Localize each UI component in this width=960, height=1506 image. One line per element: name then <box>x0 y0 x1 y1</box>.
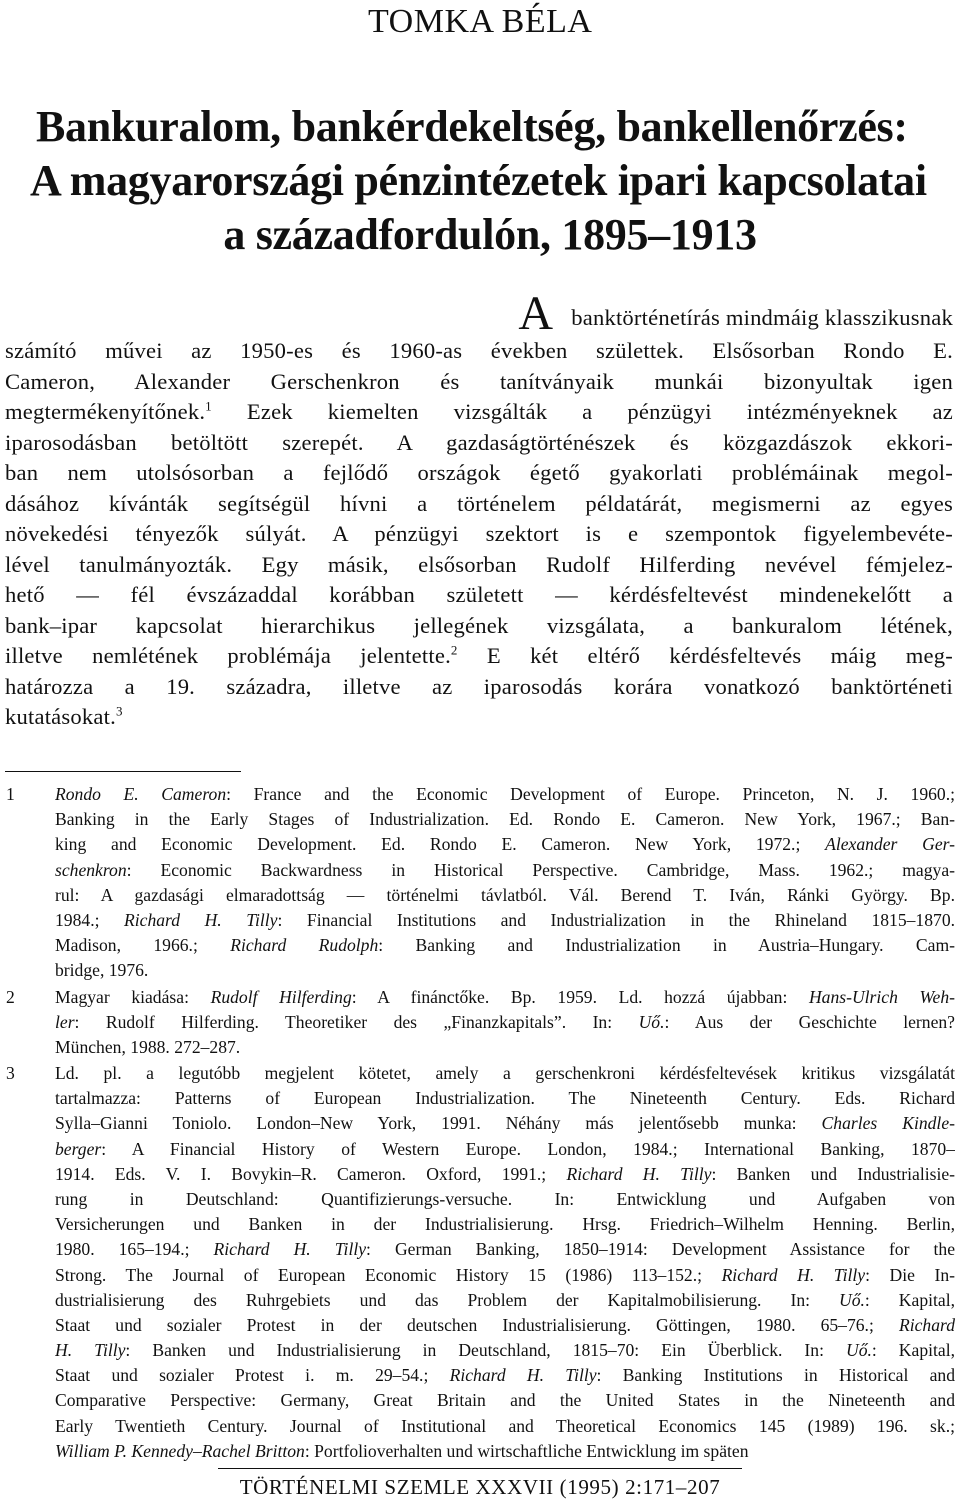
body-line: dásához kívánták segítségül hívni a történelem példatárát, megismerni az egyes <box>5 490 953 516</box>
body-line-text: kutatásokat. <box>5 704 116 729</box>
footnote-line <box>55 1237 955 1262</box>
footnote-line-text: : Rudolf Hilferding. Theoretiker des „Finanzkapitals”. In: <box>74 1012 639 1033</box>
body-line: iparosodásban betöltött szerepét. A gazdaságtörténészek és közgazdászok ekkori- <box>5 429 953 455</box>
footnote-line-text: king and Economic Development. Ed. Rondo E. Cameron. New York, 1972.; <box>55 834 826 855</box>
article-title <box>30 100 950 262</box>
footnote-line <box>55 832 955 857</box>
footnote-line-text: : Kapital, <box>864 1289 955 1310</box>
footnote-line-text: : Economic Backwardness in Historical Perspective. Cambridge, Mass. 1962.; magya- <box>126 859 955 880</box>
body-line-text: megtermékenyítőnek. <box>5 399 206 424</box>
footnote-line <box>55 1288 955 1313</box>
body-line: lével tanulmányozták. Egy másik, elsősorban Rudolf Hilferding nevével fémjelez- <box>5 551 953 577</box>
body-line-text: banktörténetírás mindmáig klasszikusnak <box>571 305 953 330</box>
body-line-text: Ezek kiemelten vizsgálták a pénzügyi intézményeknek az <box>211 399 953 424</box>
cited-author: Richard Rudolph <box>230 935 379 956</box>
body-line <box>5 397 953 428</box>
body-line <box>5 641 953 672</box>
footnote-line: Banking in the Early Stages of Industrialization. Ed. Rondo E. Cameron. New York, 1967.; Ban- <box>55 809 955 830</box>
footnote-line-text: : Banken und Industrialisie- <box>711 1163 955 1184</box>
footnote-line <box>55 1338 955 1363</box>
body-line: hető — fél évszázaddal korábban született — kérdésfeltevést mindenekelőtt a <box>5 582 953 607</box>
footnote-line: Ld. pl. a legutóbb megjelent kötetet, amely a gerschenkroni kérdésfeltevések kritikus vizsgálatát <box>55 1063 955 1083</box>
footnote-line <box>55 1263 955 1288</box>
cited-author: Charles Kindle- <box>821 1113 955 1134</box>
journal-citation: TÖRTÉNELMI SZEMLE XXXVII (1995) 2:171–207 <box>239 1475 721 1499</box>
cited-author: Uő. <box>839 1289 865 1310</box>
footnote-line-text: Staat und sozialer Protest in der deutschen Industrialisierung. Göttingen, 1980. 65–76.; <box>55 1314 899 1335</box>
footnote-line-text: : Banken und Industrialisierung in Deutschland, 1815–70: Ein Überblick. In: <box>125 1340 846 1361</box>
footnote-number: 1 <box>6 784 15 804</box>
cited-author: Uő. <box>845 1340 872 1361</box>
body-line: határozza a 19. századra, illetve az iparosodás korára vonatkozó banktörténeti <box>5 673 953 699</box>
footnote-ref-1[interactable]: 1 <box>205 398 212 414</box>
footnote-line-text: Sylla–Gianni Toniolo. London–New York, 1991. Néhány más jelentősebb munka: <box>55 1113 822 1134</box>
cited-author: Richard H. Tilly <box>449 1365 597 1386</box>
body-paragraph <box>5 287 953 733</box>
cited-author: schenkron <box>55 859 127 880</box>
footnote-line-text: Staat und sozialer Protest i. m. 29–54.; <box>55 1365 450 1386</box>
footnote-separator <box>5 771 241 772</box>
cited-author: Hans-Ulrich Weh- <box>808 987 955 1007</box>
footnote-line-text: Madison, 1966.; <box>55 935 231 956</box>
footnote-text <box>55 985 955 1061</box>
footnote-line-text: Strong. The Journal of European Economic History 15 (1986) 113–152.; <box>55 1264 722 1285</box>
author-name: TOMKA BÉLA <box>368 3 593 40</box>
cited-author: Richard H. Tilly <box>721 1264 866 1285</box>
footnote-line-text: 1914. Eds. V. I. Bovykin–R. Cameron. Oxford, 1991.; <box>55 1163 567 1184</box>
title-line-1: Bankuralom, bankérdekeltség, bankellenőrzés: <box>36 102 908 151</box>
body-line <box>5 702 953 733</box>
footnote-line-text: : Kapital, <box>871 1340 955 1361</box>
title-line-2: A magyarországi pénzintézetek ipari kapcsolatai <box>30 156 927 205</box>
cited-author: Richard H. Tilly <box>566 1163 712 1184</box>
cited-author: Uő. <box>638 1012 665 1033</box>
footnote-line-text: : A finánctőke. Bp. 1959. Ld. hozzá újabban: <box>351 987 809 1007</box>
footnote-line-text: dustrialisierung des Ruhrgebiets und das Problem der Kapitalmobilisierung. In: <box>55 1289 840 1310</box>
footnote-line <box>55 1137 955 1162</box>
cited-author: berger <box>55 1138 102 1159</box>
footnote-line-text: 1984.; <box>55 909 125 930</box>
footnote-line <box>55 1313 955 1338</box>
footnote-line <box>55 858 955 883</box>
cited-author: Alexander Ger- <box>825 834 955 855</box>
footnote-line-text: Magyar kiadása: <box>55 987 211 1007</box>
footnote-line-text: : Banking Institutions in Historical and <box>596 1365 955 1386</box>
footnote-ref-3[interactable]: 3 <box>115 703 123 719</box>
footnote-line <box>55 1010 955 1035</box>
footnote-line <box>55 1439 955 1464</box>
footnote-line: Early Twentieth Century. Journal of Institutional and Theoretical Economics 145 (1989) 196. sk.; <box>55 1415 955 1436</box>
footnote-line <box>55 985 955 1010</box>
body-line: számító művei az 1950-es és 1960-as években születtek. Elsősorban Rondo E. <box>5 338 953 363</box>
cited-author: Richard H. Tilly <box>124 909 278 930</box>
cited-author: Rondo E. Cameron <box>55 784 227 804</box>
footnote-line: bridge, 1976. <box>55 960 149 981</box>
footnote-line: rung in Deutschland: Quantifizierungs-versuche. In: Entwicklung und Aufgaben von <box>55 1188 955 1209</box>
footnote-line: tartalmazza: Patterns of European Industrialization. The Nineteenth Century. Eds. Richard <box>55 1088 955 1109</box>
footnote-line-text: : Banking and Industrialization in Austria–Hungary. Cam- <box>378 935 955 956</box>
footnote-line: rul: A gazdasági elmaradottság — történelmi távlatból. Vál. Berend T. Iván, Ránki György. Bp. <box>55 884 955 905</box>
footnote-ref-2[interactable]: 2 <box>450 642 458 658</box>
footnote-number: 3 <box>6 1063 15 1083</box>
body-line: növekedési tényezők súlyát. A pénzügyi szektort is e szempontok figyelembevéte- <box>5 521 953 546</box>
cited-author: William P. Kennedy–Rachel Britton <box>55 1440 305 1461</box>
footnote-line-text: : Die In- <box>865 1264 955 1285</box>
footnote-number: 2 <box>6 987 15 1007</box>
footnote-line: Comparative Perspective: Germany, Great Britain and the United States in the Nineteenth and <box>55 1390 955 1411</box>
footer-rule <box>218 1468 742 1469</box>
cited-author: Richard H. Tilly <box>213 1239 367 1260</box>
title-line-3: a századfordulón, 1895–1913 <box>223 210 757 259</box>
footnote-line: München, 1988. 272–287. <box>55 1037 241 1058</box>
body-line <box>5 287 953 340</box>
footnote-text <box>55 1061 955 1464</box>
body-line-text: illetve nemlétének problémája jelentette. <box>5 643 451 668</box>
footnote-line <box>55 1162 955 1187</box>
footnote-line: Versicherungen und Banken in der Industrialisierung. Hrsg. Friedrich–Wilhelm Henning. Berlin, <box>55 1214 955 1235</box>
footnote-line-text: : France and the Economic Development of Europe. Princeton, N. J. 1960.; <box>226 784 955 804</box>
cited-author: Richard <box>898 1314 955 1335</box>
footnote-line <box>55 908 955 933</box>
footnote-line <box>55 782 955 807</box>
drop-cap: A <box>518 287 554 340</box>
body-line-text: E két eltérő kérdésfeltevés máig meg- <box>457 643 953 668</box>
footnote-line <box>55 1363 955 1388</box>
footnote-line-text: : Portfolioverhalten und wirtschaftliche Entwicklung im späten <box>304 1440 749 1461</box>
footnote-line-text: : Aus der Geschichte lernen? <box>664 1012 955 1033</box>
footnote-line <box>55 1111 955 1136</box>
footnote-line-text: : German Banking, 1850–1914: Development Assistance for the <box>366 1239 955 1260</box>
footnote-text <box>55 782 955 984</box>
footnote-line-text: : A Financial History of Western Europe. London, 1984.; International Banking, 1870– <box>101 1138 955 1159</box>
footnote-line-text: 1980. 165–194.; <box>55 1239 214 1260</box>
body-line: Cameron, Alexander Gerschenkron és tanítványaik munkái bizonyultak igen <box>5 368 953 394</box>
footnote-line <box>55 933 955 958</box>
cited-author: Rudolf Hilferding <box>210 987 352 1007</box>
cited-author: H. Tilly <box>55 1340 126 1361</box>
footnote-line-text: : Financial Institutions and Industrialization in the Rhineland 1815–1870. <box>277 909 955 930</box>
body-line: bank–ipar kapcsolat hierarchikus jellegének vizsgálata, a bankuralom létének, <box>5 612 953 638</box>
cited-author: ler <box>55 1012 75 1033</box>
body-line: ban nem utolsósorban a fejlődő országok égető gyakorlati problémáinak megol- <box>5 460 953 485</box>
